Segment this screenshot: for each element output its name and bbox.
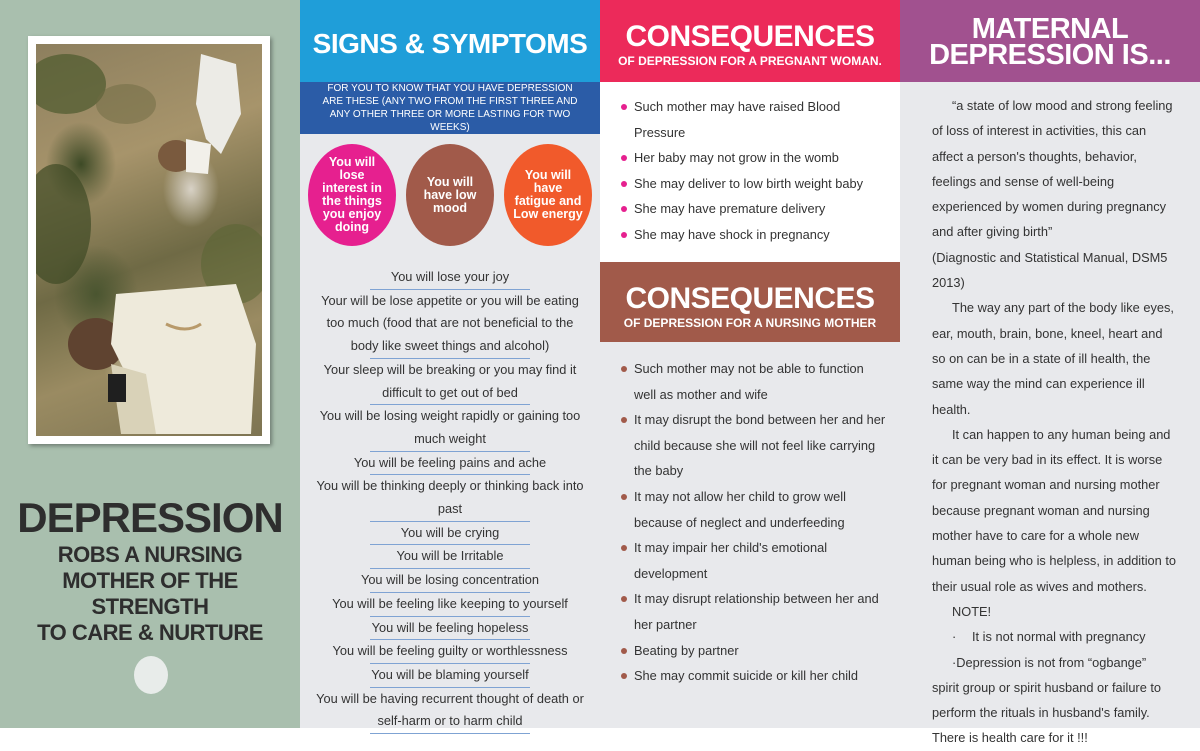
list-item: It may not allow her child to grow well because of neglect and underfeeding — [620, 484, 886, 535]
subtitle-line: MOTHER OF THE — [62, 568, 238, 593]
symptom-circle-interest: You will lose interest in the things you enjoy doing — [308, 144, 396, 246]
subtitle-line: STRENGTH — [91, 594, 209, 619]
list-item: She may deliver to low birth weight baby — [620, 171, 886, 197]
list-item: She may commit suicide or kill her child — [620, 663, 886, 689]
consequences-panel — [600, 0, 900, 728]
list-item: It may disrupt the bond between her and her child because she will not feel like carrying the baby — [620, 407, 886, 484]
list-item: Your will be lose appetite or you will be eating too much (food that are not beneficial to the body like sweet things and alcohol) — [312, 290, 588, 359]
maternal-heading — [900, 13, 1200, 71]
note-item — [932, 650, 1176, 751]
symptom-list — [312, 266, 588, 734]
note-text: It is not normal with pregnancy — [972, 629, 1146, 645]
bullet: · — [952, 654, 957, 670]
list-item: You will be blaming yourself — [312, 664, 588, 688]
bullet: · — [952, 629, 957, 645]
pregnant-header — [600, 0, 900, 82]
paragraph: The way any part of the body like eyes, ear, mouth, brain, bone, kneel, heart and so on can be in a state of ill health, the same way the mind can experience ill health. — [932, 300, 1174, 417]
pregnant-subheading: OF DEPRESSION FOR A PREGNANT WOMAN. — [618, 54, 882, 68]
definition-panel — [900, 0, 1200, 746]
signs-heading: SIGNS & SYMPTOMS — [312, 28, 588, 59]
list-item: You will be feeling hopeless — [312, 617, 588, 641]
decorative-circle — [134, 656, 168, 694]
list-item: She may have premature delivery — [620, 196, 886, 222]
list-item: You will be losing concentration — [312, 569, 588, 593]
cover-panel — [0, 0, 300, 728]
list-item: Such mother may have raised Blood Pressure — [620, 94, 886, 145]
signs-header — [300, 0, 600, 82]
list-item: Her baby may not grow in the womb — [620, 145, 886, 171]
list-item: It may impair her child's emotional development — [620, 535, 886, 586]
mother-and-baby-photo — [36, 44, 262, 436]
maternal-heading-line1: MATERNAL — [971, 13, 1129, 45]
list-item: You will be Irritable — [312, 545, 588, 569]
list-item: You will be thinking deeply or thinking back into past — [312, 475, 588, 521]
definition-body — [932, 93, 1176, 751]
nursing-subheading: OF DEPRESSION FOR A NURSING MOTHER — [623, 316, 877, 330]
maternal-heading-line2: DEPRESSION IS... — [929, 39, 1171, 71]
citation: (Diagnostic and Statistical Manual, DSM5 2013) — [932, 249, 1168, 291]
list-item: She may have shock in pregnancy — [620, 222, 886, 248]
note-label: NOTE! — [952, 603, 992, 619]
subtitle-line: ROBS A NURSING — [57, 542, 243, 567]
nursing-header — [600, 262, 900, 342]
symptom-circle-mood: You will have low mood — [406, 144, 494, 246]
list-item: You will be losing weight rapidly or gaining too much weight — [312, 405, 588, 451]
list-item: You will be crying — [312, 522, 588, 546]
list-item: Beating by partner — [620, 638, 886, 664]
nursing-list — [620, 356, 886, 689]
key-symptoms — [308, 144, 592, 246]
cover-title: DEPRESSION — [17, 494, 283, 541]
pregnant-list — [620, 94, 886, 248]
note-text: Depression is not from “ogbange” spirit group or spirit husband or failure to perform the rituals in husband's family. There is health care for it !!! — [932, 654, 1162, 746]
nursing-heading: CONSEQUENCES — [625, 282, 875, 315]
paragraph: It can happen to any human being and it can be very bad in its effect. It is worse for pregnant woman and nursing mother because pregnant woman and nursing mother have to care for a whole new human being who is helpless, in addition to their usual role as wives and mothers. — [932, 426, 1177, 594]
list-item: Your sleep will be breaking or you may find it difficult to get out of bed — [312, 359, 588, 405]
signs-panel — [300, 0, 600, 728]
symptom-circle-fatigue: You will have fatigue and Low energy — [504, 144, 592, 246]
list-item: You will be feeling guilty or worthlessness — [312, 640, 588, 664]
maternal-header — [900, 0, 1200, 82]
pregnant-heading: CONSEQUENCES — [625, 20, 875, 53]
list-item: It may disrupt relationship between her and her partner — [620, 586, 886, 637]
cover-subtitle — [0, 542, 300, 646]
list-item: You will lose your joy — [312, 266, 588, 290]
list-item: You will be having recurrent thought of death or self-harm or to harm child — [312, 688, 588, 734]
signs-intro: FOR YOU TO KNOW THAT YOU HAVE DEPRESSION ARE THESE (ANY TWO FROM THE FIRST THREE AND ANY OTHER THREE OR MORE LASTING FOR TWO WEEKS) — [300, 82, 600, 134]
list-item: Such mother may not be able to function well as mother and wife — [620, 356, 886, 407]
definition-quote: “a state of low mood and strong feeling of loss of interest in activities, this can affect a person's thoughts, behavior, feelings and sense of well-being experienced by women during pregnancy and after giving birth” — [932, 98, 1173, 240]
list-item: You will be feeling pains and ache — [312, 452, 588, 476]
note-item — [932, 624, 1176, 649]
pregnant-body — [600, 82, 900, 262]
photo-frame — [28, 36, 270, 444]
subtitle-line: TO CARE & NURTURE — [37, 620, 263, 645]
list-item: You will be feeling like keeping to yourself — [312, 593, 588, 617]
